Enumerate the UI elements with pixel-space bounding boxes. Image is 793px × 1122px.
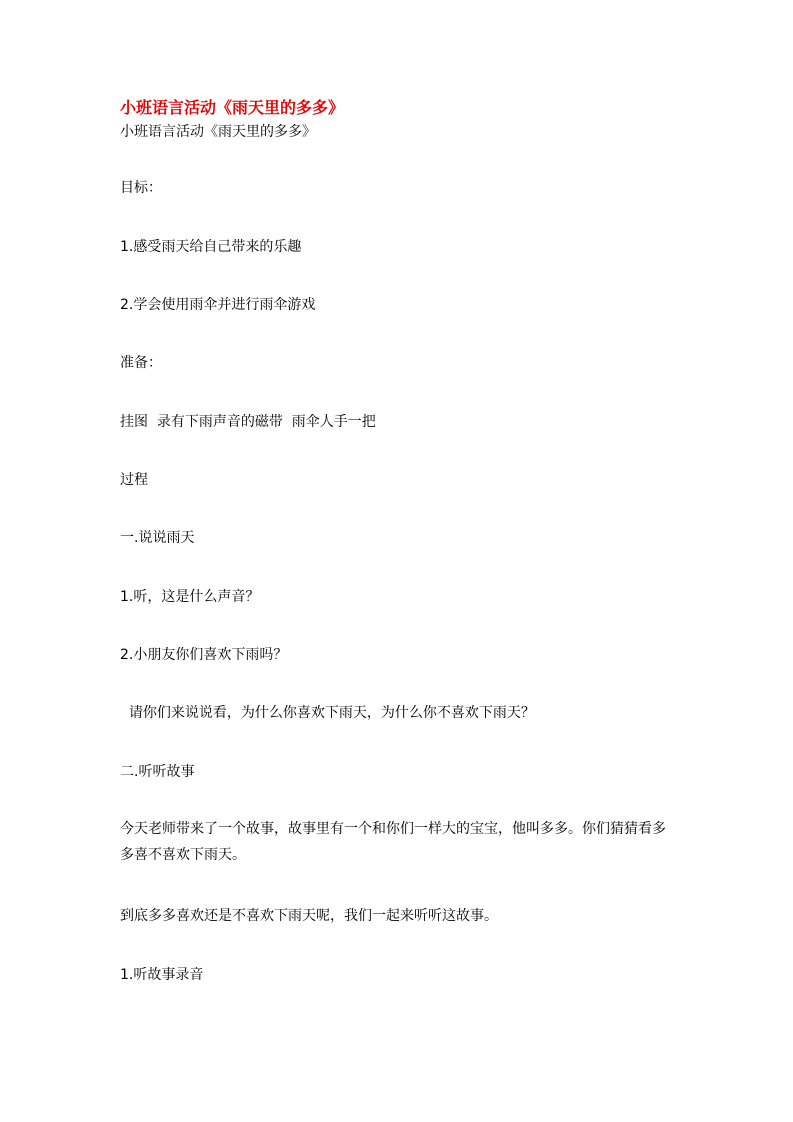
goal-item-1: 1.感受雨天给自己带来的乐趣 xyxy=(120,239,302,255)
section-1-question-2: 2.小朋友你们喜欢下雨吗？ xyxy=(120,647,288,663)
document-title: 小班语言活动《雨天里的多多》 xyxy=(120,98,345,117)
section-1-question-1: 1.听，这是什么声音？ xyxy=(120,589,260,605)
section-1-question-3: 请你们来说说看，为什么你喜欢下雨天，为什么你不喜欢下雨天？ xyxy=(120,705,535,721)
process-heading: 过程 xyxy=(120,472,148,488)
document-subtitle: 小班语言活动《雨天里的多多》 xyxy=(120,124,316,140)
section-2-paragraph-1: 今天老师带来了一个故事，故事里有一个和你们一样大的宝宝，他叫多多。你们猜猜看多多喜不喜欢下雨天。 xyxy=(120,821,666,863)
goal-heading: 目标： xyxy=(120,180,162,196)
prep-heading: 准备： xyxy=(120,355,162,371)
section-2-paragraph-2: 到底多多喜欢还是不喜欢下雨天呢，我们一起来听听这故事。 xyxy=(120,908,498,924)
section-2-step-1: 1.听故事录音 xyxy=(120,967,204,983)
section-1-heading: 一.说说雨天 xyxy=(120,530,195,546)
section-2-heading: 二.听听故事 xyxy=(120,764,195,780)
prep-items: 挂图 录有下雨声音的磁带 雨伞人手一把 xyxy=(120,414,376,430)
goal-item-2: 2.学会使用雨伞并进行雨伞游戏 xyxy=(120,297,316,313)
